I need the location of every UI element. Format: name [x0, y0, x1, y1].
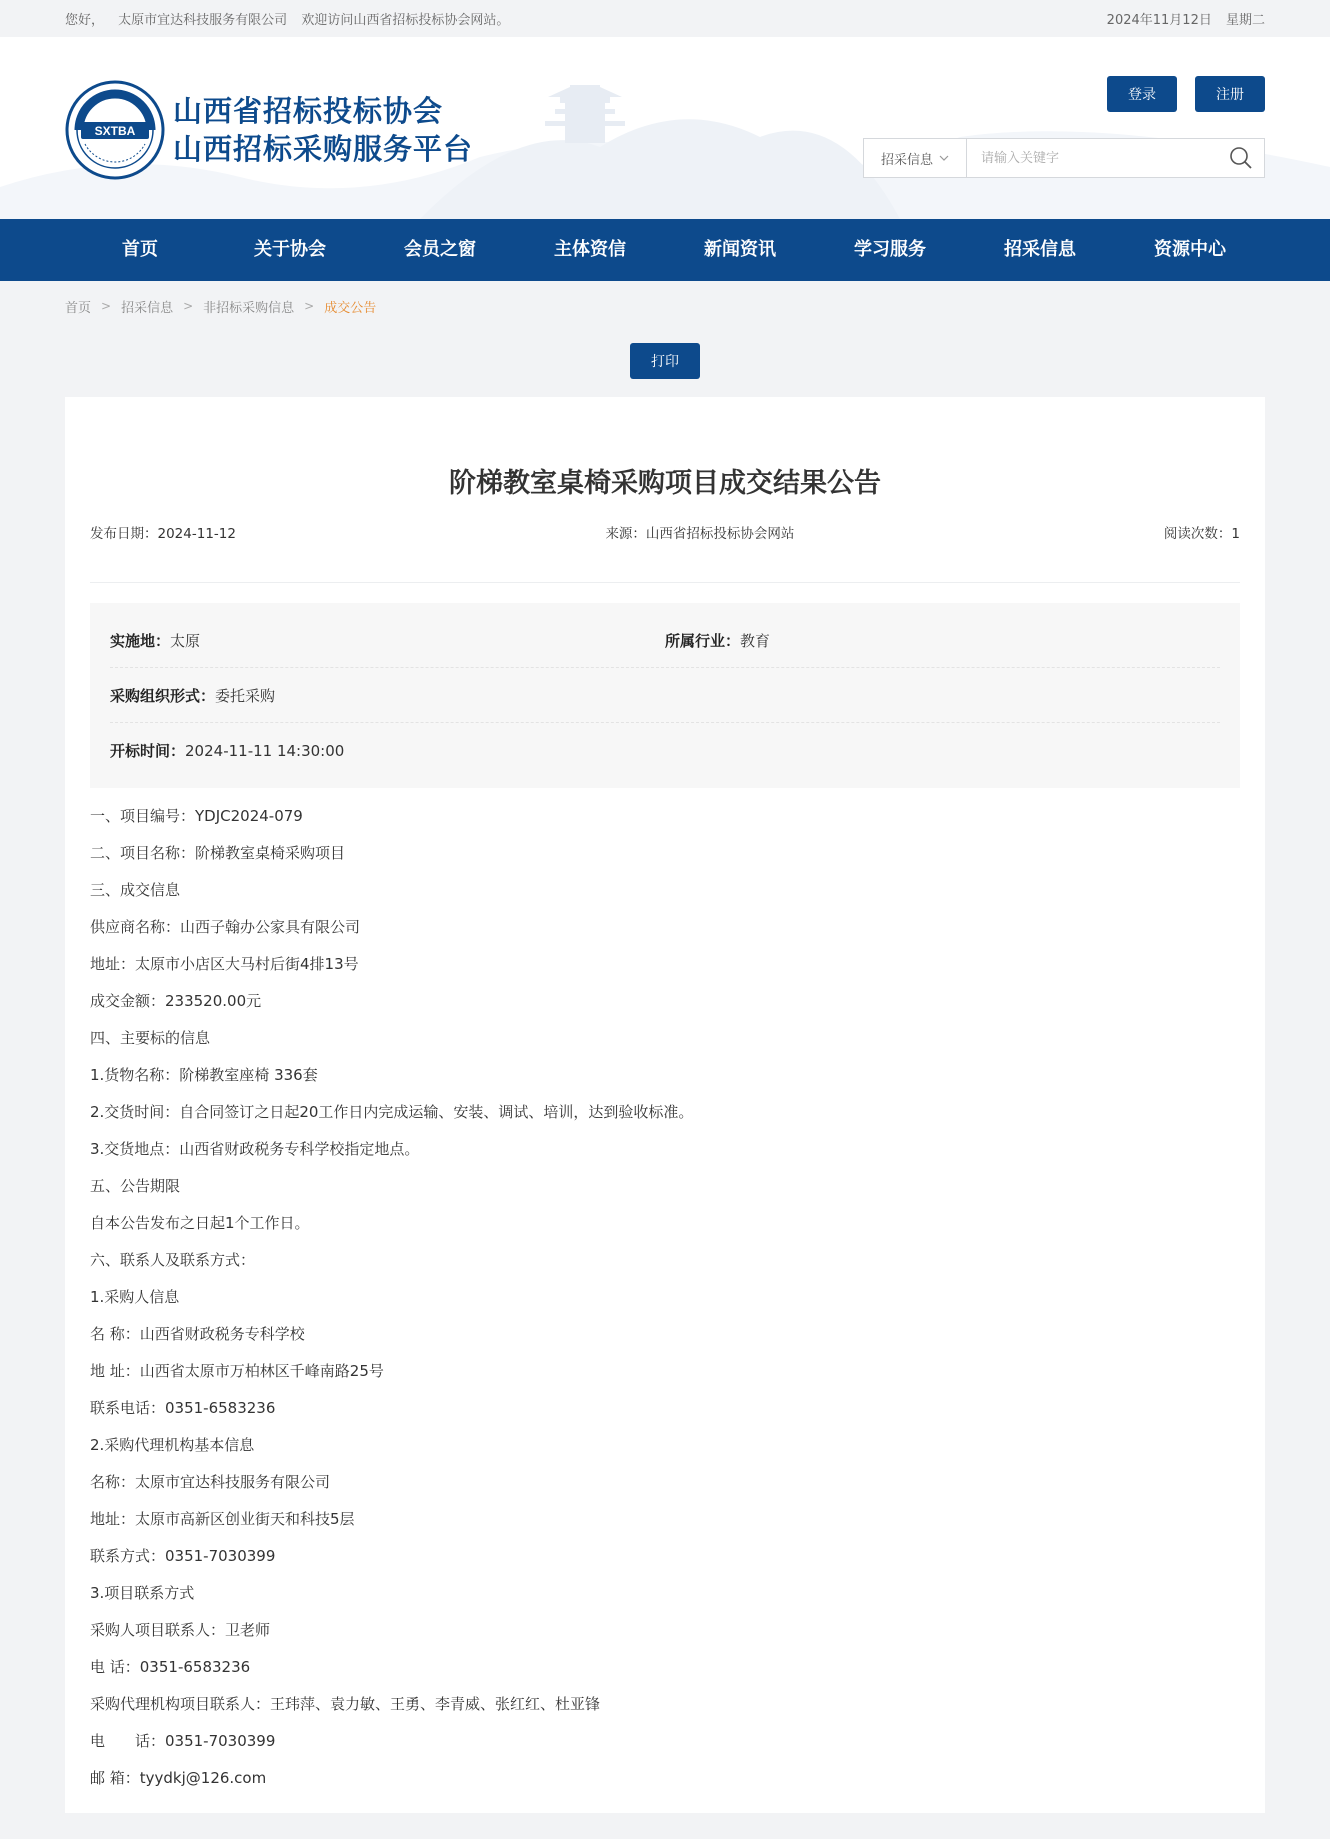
greeting: 您好，: [65, 13, 105, 28]
body-line: 电 话：0351-6583236: [90, 1658, 251, 1676]
body-line: 六、联系人及联系方式：: [90, 1251, 256, 1269]
breadcrumb: [0, 281, 1330, 331]
search-bar: [863, 138, 1265, 178]
search-input[interactable]: [967, 139, 1218, 177]
open-time-field: 开标时间：2024-11-11 14:30:00: [110, 742, 345, 760]
search-icon: [1229, 146, 1253, 170]
login-button[interactable]: 登录: [1107, 76, 1177, 112]
body-line: 名 称：山西省财政税务专科学校: [90, 1325, 305, 1343]
body-line: 三、成交信息: [90, 881, 181, 899]
nav-item[interactable]: 新闻资讯: [704, 239, 776, 260]
breadcrumb-link[interactable]: 首页: [65, 300, 92, 316]
publish-date: 发布日期：2024-11-12: [90, 526, 236, 542]
chevron-right-icon: >: [304, 299, 315, 313]
seal-text: SXTBA: [94, 124, 136, 138]
body-line: 五、公告期限: [90, 1177, 181, 1195]
chevron-down-icon: [939, 154, 949, 162]
register-button[interactable]: 注册: [1195, 76, 1265, 112]
body-line: 二、项目名称：阶梯教室桌椅采购项目: [90, 844, 346, 862]
body-line: 地 址：山西省太原市万柏林区千峰南路25号: [90, 1362, 384, 1380]
logo-line-1: 山西省招标投标协会: [173, 94, 444, 128]
welcome-message: 欢迎访问山西省招标投标协会网站。: [301, 13, 510, 28]
chevron-right-icon: >: [183, 299, 194, 313]
site-header: [0, 37, 1330, 219]
body-line: 1.采购人信息: [90, 1288, 180, 1306]
body-line: 联系方式：0351-7030399: [90, 1547, 276, 1565]
nav-item[interactable]: 资源中心: [1154, 239, 1226, 260]
breadcrumb-link[interactable]: 招采信息: [121, 300, 174, 316]
nav-item[interactable]: 首页: [122, 239, 158, 260]
breadcrumb-current: 成交公告: [324, 300, 377, 316]
body-line: 地址：太原市高新区创业街天和科技5层: [90, 1510, 355, 1528]
body-line: 成交金额：233520.00元: [90, 992, 262, 1010]
nav-item[interactable]: 关于协会: [254, 239, 326, 260]
article-title: 阶梯教室桌椅采购项目成交结果公告: [449, 468, 881, 499]
info-row: [110, 613, 1220, 668]
auth-buttons: [1107, 76, 1265, 112]
industry-field: 所属行业：教育: [665, 631, 771, 650]
body-line: 联系电话：0351-6583236: [90, 1399, 276, 1417]
main-nav: [0, 219, 1330, 281]
body-line: 采购代理机构项目联系人：王玮萍、袁力敏、王勇、李青威、张红红、杜亚锋: [90, 1695, 601, 1713]
search-button[interactable]: [1218, 139, 1264, 177]
org-form-field: 采购组织形式：委托采购: [110, 686, 276, 705]
site-logo[interactable]: [65, 80, 473, 180]
body-line: 地址：太原市小店区大马村后街4排13号: [90, 955, 359, 973]
body-line: 供应商名称：山西子翰办公家具有限公司: [90, 918, 361, 936]
article-body: [90, 798, 1240, 1797]
current-date: 2024年11月12日: [1106, 13, 1212, 28]
body-line: 2.交货时间：自合同签订之日起20工作日内完成运输、安装、调试、培训，达到验收标准。: [90, 1103, 694, 1121]
logo-line-2: 山西招标采购服务平台: [173, 132, 474, 166]
project-info-box: [90, 603, 1240, 788]
body-line: 自本公告发布之日起1个工作日。: [90, 1214, 310, 1232]
chevron-right-icon: >: [101, 299, 112, 313]
nav-item[interactable]: 会员之窗: [404, 239, 476, 260]
article-meta: [90, 522, 1240, 583]
top-bar: [0, 0, 1330, 37]
date-display: [1097, 9, 1265, 28]
article-source: 来源：山西省招标投标协会网站: [605, 526, 795, 542]
body-line: 名称：太原市宜达科技服务有限公司: [90, 1473, 331, 1491]
search-category-label: 招采信息: [880, 152, 933, 168]
print-button[interactable]: 打印: [630, 343, 700, 379]
nav-item[interactable]: 招采信息: [1004, 239, 1076, 260]
current-weekday: 星期二: [1225, 13, 1265, 28]
breadcrumb-link[interactable]: 非招标采购信息: [203, 300, 295, 316]
body-line: 采购人项目联系人：卫老师: [90, 1621, 271, 1639]
body-line: 一、项目编号：YDJC2024-079: [90, 807, 303, 825]
body-line: 1.货物名称：阶梯教室座椅 336套: [90, 1066, 318, 1084]
announcement-article: [65, 397, 1265, 1813]
read-count: 阅读次数：1: [1163, 526, 1240, 542]
nav-item[interactable]: 主体资信: [554, 239, 626, 260]
user-company: 太原市宜达科技服务有限公司: [118, 13, 288, 28]
welcome-text: [65, 9, 519, 28]
info-row: [110, 723, 1220, 778]
print-row: [0, 331, 1330, 391]
body-line: 四、主要标的信息: [90, 1029, 211, 1047]
info-row: [110, 668, 1220, 723]
association-seal-icon: [65, 80, 165, 180]
body-line: 电 话：0351-7030399: [90, 1732, 276, 1750]
body-line: 3.项目联系方式: [90, 1584, 195, 1602]
logo-title: [173, 92, 473, 168]
search-category-select[interactable]: [864, 139, 967, 177]
location-field: 实施地：太原: [110, 631, 201, 650]
body-line: 3.交货地点：山西省财政税务专科学校指定地点。: [90, 1140, 420, 1158]
body-line: 邮 箱：tyydkj@126.com: [90, 1769, 267, 1787]
nav-item[interactable]: 学习服务: [854, 239, 926, 260]
body-line: 2.采购代理机构基本信息: [90, 1436, 255, 1454]
